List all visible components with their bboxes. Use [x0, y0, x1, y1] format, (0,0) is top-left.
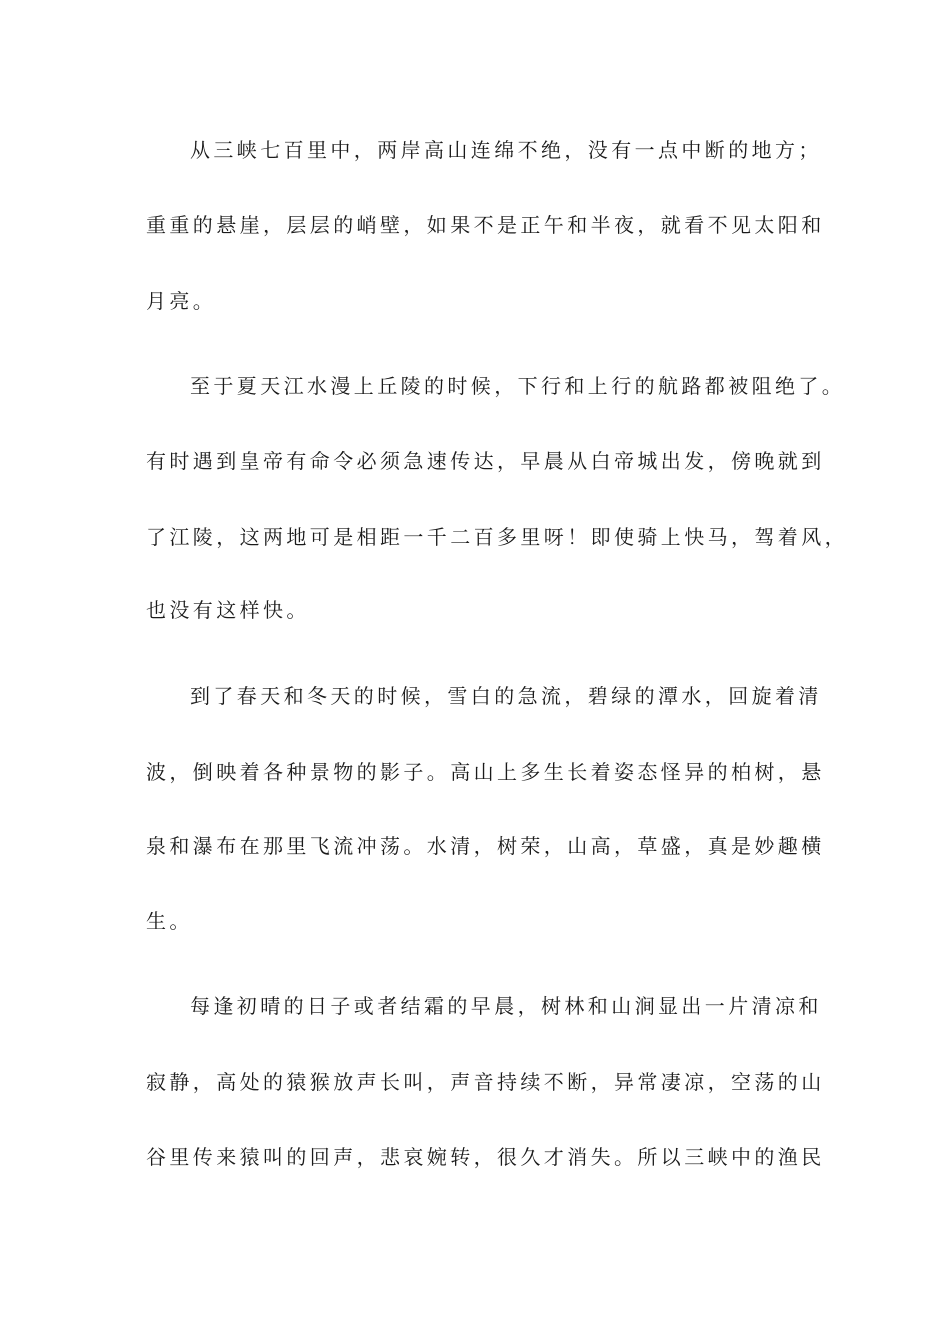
text-line: 每逢初晴的日子或者结霜的早晨，树林和山涧显出一片清凉和 [190, 994, 822, 1018]
text-line: 至于夏天江水漫上丘陵的时候，下行和上行的航路都被阻绝了。 [190, 374, 846, 398]
text-line: 了江陵，这两地可是相距一千二百多里呀！即使骑上快马，驾着风， [146, 525, 848, 549]
text-line: 到了春天和冬天的时候，雪白的急流，碧绿的潭水，回旋着清 [190, 684, 822, 708]
text-line: 从三峡七百里中，两岸高山连绵不绝，没有一点中断的地方； [190, 138, 822, 162]
text-line: 月亮。 [146, 289, 217, 313]
text-line: 有时遇到皇帝有命令必须急速传达，早晨从白帝城出发，傍晚就到 [146, 449, 825, 473]
text-line: 寂静，高处的猿猴放声长叫，声音持续不断，异常凄凉，空荡的山 [146, 1070, 825, 1094]
text-line: 也没有这样快。 [146, 598, 310, 622]
text-line: 重重的悬崖，层层的峭壁，如果不是正午和半夜，就看不见太阳和 [146, 213, 825, 237]
text-line: 泉和瀑布在那里飞流冲荡。水清，树荣，山高，草盛，真是妙趣横 [146, 834, 825, 858]
text-line: 谷里传来猿叫的回声，悲哀婉转，很久才消失。所以三峡中的渔民 [146, 1145, 825, 1169]
text-line: 生。 [146, 909, 193, 933]
text-line: 波，倒映着各种景物的影子。高山上多生长着姿态怪异的柏树，悬 [146, 760, 825, 784]
